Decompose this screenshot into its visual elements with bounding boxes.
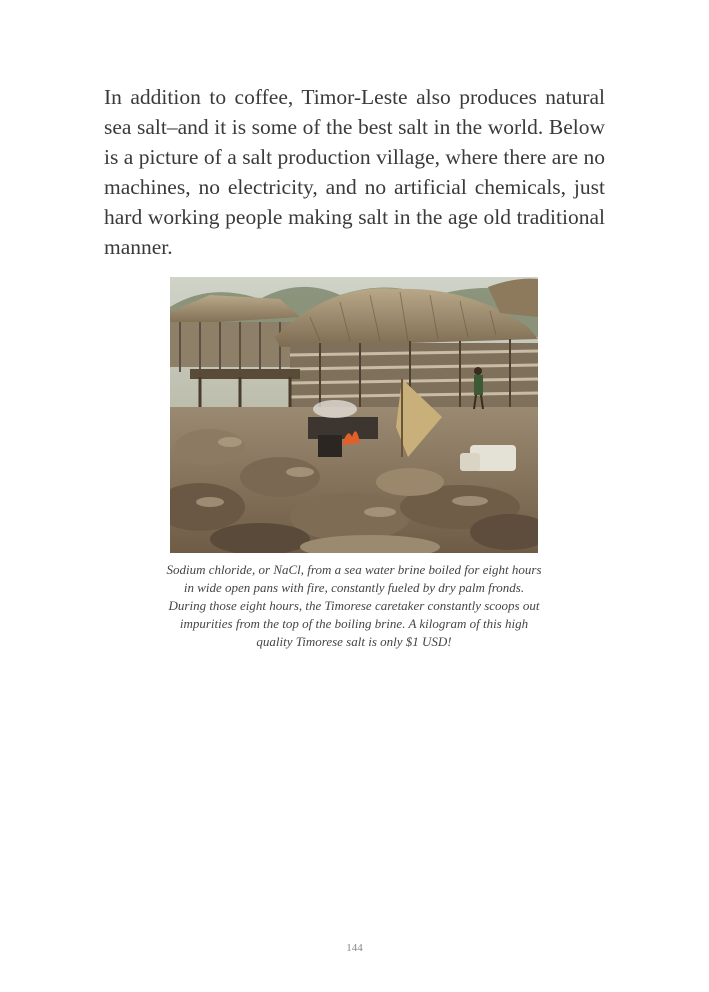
photo-caption: Sodium chloride, or NaCl, from a sea water brine boiled for eight hours in wide open pans with fire, constantly fueled by dry palm fronds. During those eight hours, the Timorese caretaker constantly scoops out impurities from the top of the boiling brine. A kilogram of this high quality Timorese salt is only $1 USD! [166, 562, 542, 649]
photo-pot [318, 435, 342, 457]
body-paragraph: In addition to coffee, Timor-Leste also produces natural sea salt–and it is some of the best salt in the world. Below is a picture of a salt production village, where there are no machines, no electricity, and no artificial chemicals, just hard working people making salt in the age old traditional manner. [104, 85, 605, 259]
photo-drying-table [190, 369, 300, 379]
page-number: 144 [346, 942, 363, 954]
photo-left-wall [170, 322, 295, 367]
salt-village-photo [170, 277, 538, 553]
photo-steam [313, 400, 357, 418]
photo-illustration [170, 277, 538, 553]
photo-person-body [474, 375, 483, 395]
photo-person-head [474, 367, 482, 375]
